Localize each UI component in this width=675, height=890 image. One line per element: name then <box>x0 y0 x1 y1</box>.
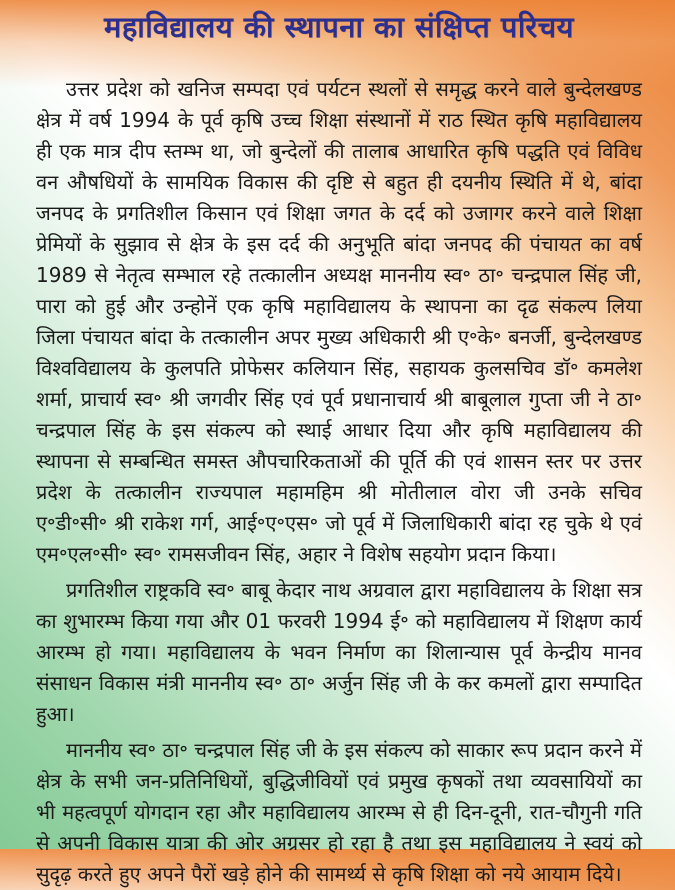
document-body <box>36 74 642 890</box>
paragraph-establishment-history: उत्तर प्रदेश को खनिज सम्पदा एवं पर्यटन स्थलों से समृद्ध करने वाले बुन्देलखण्ड क्षेत्र में वर्ष 1994 के पूर्व कृषि उच्च शिक्षा संस्थानों में राठ स्थित कृषि महाविद्यालय ही एक मात्र दीप स्तम्भ था, जो बुन्देलों की तालाब आधारित कृषि पद्धति एवं विविध वन औषधियों के सामयिक विकास की दृष्टि से बहुत ही दयनीय स्थिति में थे, बांदा जनपद के प्रगतिशील किसान एवं शिक्षा जगत के दर्द को उजागर करने वाले शिक्षा प्रेमियों के सुझाव से क्षेत्र के इस दर्द की अनुभूति बांदा जनपद की पंचायत का वर्ष 1989 से नेतृत्व सम्भाल रहे तत्कालीन अध्यक्ष माननीय स्व॰ ठा॰ चन्द्रपाल सिंह जी, पारा को हुई और उन्होनें एक कृषि महाविद्यालय के स्थापना का दृढ संकल्प लिया जिला पंचायत बांदा के तत्कालीन अपर मुख्य अधिकारी श्री ए॰के॰ बनर्जी, बुन्देलखण्ड विश्वविद्यालय के कुलपति प्रोफेसर कलियान सिंह, सहायक कुलसचिव डॉ॰ कमलेश शर्मा, प्राचार्य स्व॰ श्री जगवीर सिंह एवं पूर्व प्रधानाचार्य श्री बाबूलाल गुप्ता जी ने ठा॰ चन्द्रपाल सिंह के इस संकल्प को स्थाई आधार दिया और कृषि महाविद्यालय की स्थापना से सम्बन्धित समस्त औपचारिकताओं की पूर्ति की एवं शासन स्तर पर उत्तर प्रदेश के तत्कालीन राज्यपाल महामहिम श्री मोतीलाल वोरा जी उनके सचिव ए॰डी॰सी॰ श्री राकेश गर्ग, आई॰ए॰एस॰ जो पूर्व में जिलाधिकारी बांदा रह चुके थे एवं एम॰एल॰सी॰ स्व॰ रामसजीवन सिंह, अहार ने विशेष सहयोग प्रदान किया। <box>36 77 642 566</box>
paragraph-inauguration: प्रगतिशील राष्ट्रकवि स्व॰ बाबू केदार नाथ अग्रवाल द्वारा महाविद्यालय के शिक्षा सत्र का शुभारम्भ किया गया और 01 फरवरी 1994 ई॰ को महाविद्यालय में शिक्षण कार्य आरम्भ हो गया। महाविद्यालय के भवन निर्माण का शिलान्यास पूर्व केन्द्रीय मानव संसाधन विकास मंत्री माननीय स्व॰ ठा॰ अर्जुन सिंह जी के कर कमलों द्वारा सम्पादित हुआ। <box>36 578 642 726</box>
paragraph-contributions: माननीय स्व॰ ठा॰ चन्द्रपाल सिंह जी के इस संकल्प को साकार रूप प्रदान करने में क्षेत्र के सभी जन-प्रतिनिधियों, बुद्धिजीवियों एवं प्रमुख कृषकों तथा व्यवसायियों का भी महत्वपूर्ण योगदान रहा और महाविद्यालय आरम्भ से ही दिन-दूनी, रात-चौगुनी गति से अपनी विकास यात्रा की ओर अग्रसर हो रहा है तथा इस महाविद्यालय ने स्वयं को सुदृढ़ करते हुए अपने पैरों खड़े होने की सामर्थ्य से कृषि शिक्षा को नये आयाम दिये। <box>36 738 642 886</box>
page-title: महाविद्यालय की स्थापना का संक्षिप्त परिचय <box>104 10 574 44</box>
